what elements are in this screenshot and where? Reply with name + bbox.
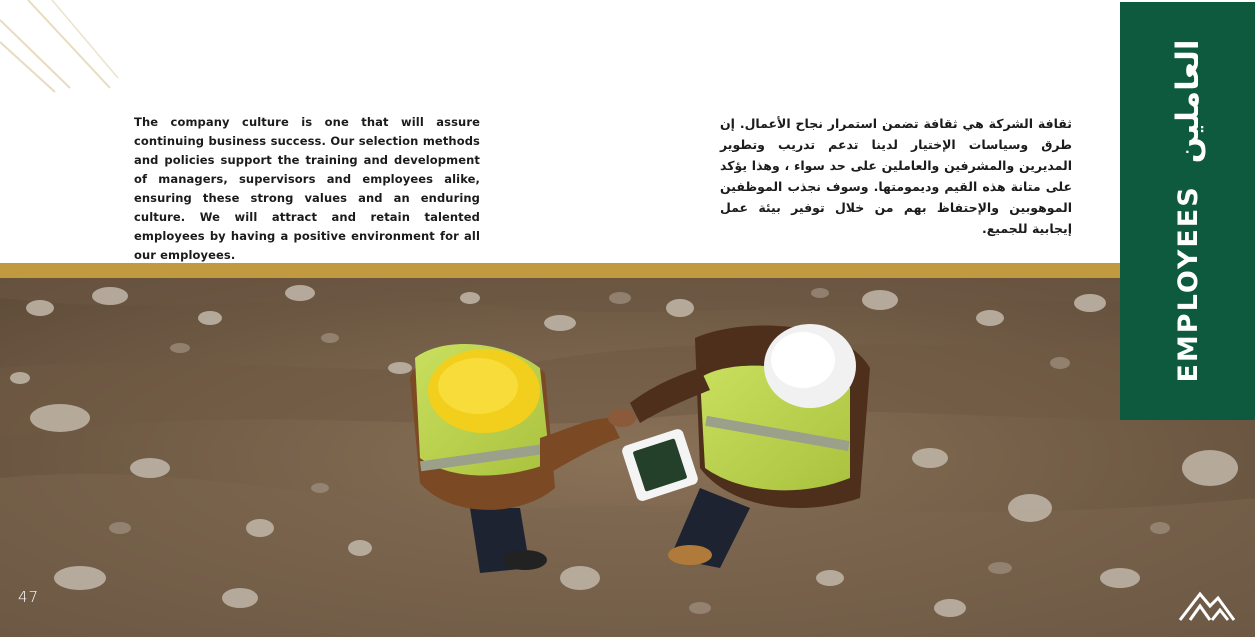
gold-divider-band: [0, 263, 1120, 278]
section-title-panel: [1120, 2, 1255, 420]
workers-handshake-photo: [0, 278, 1255, 637]
section-title: [1170, 39, 1206, 382]
title-english: EMPLOYEES: [1172, 185, 1203, 383]
decorative-corner-lines: [0, 0, 130, 100]
mountain-logo-icon: [1178, 588, 1236, 622]
english-body-text: The company culture is one that will assure continuing business success. Our selection methods and policies support the training and development of managers, supervisors and employees alike, ensuring these strong values and an enduring culture. We will attract and retain talented employees by having a positive environment for all our employees.: [134, 115, 480, 262]
arabic-body-text: ثقافة الشركة هي ثقافة تضمن استمرار نجاح الأعمال. إن طرق وسياسات الإختيار لدينا تدعم تدريب وتطوير المديرين والمشرفين والعاملين على حد سواء ، وهذا يؤكد على متانة هذه القيم وديمومتها. وسوف نجذب الموظفين الموهوبين والإحتفاظ بهم من خلال توفير بيئة عمل إيجابية للجميع.: [720, 116, 1072, 236]
page-number: 47: [18, 588, 40, 606]
title-arabic: العاملين: [1169, 39, 1206, 164]
